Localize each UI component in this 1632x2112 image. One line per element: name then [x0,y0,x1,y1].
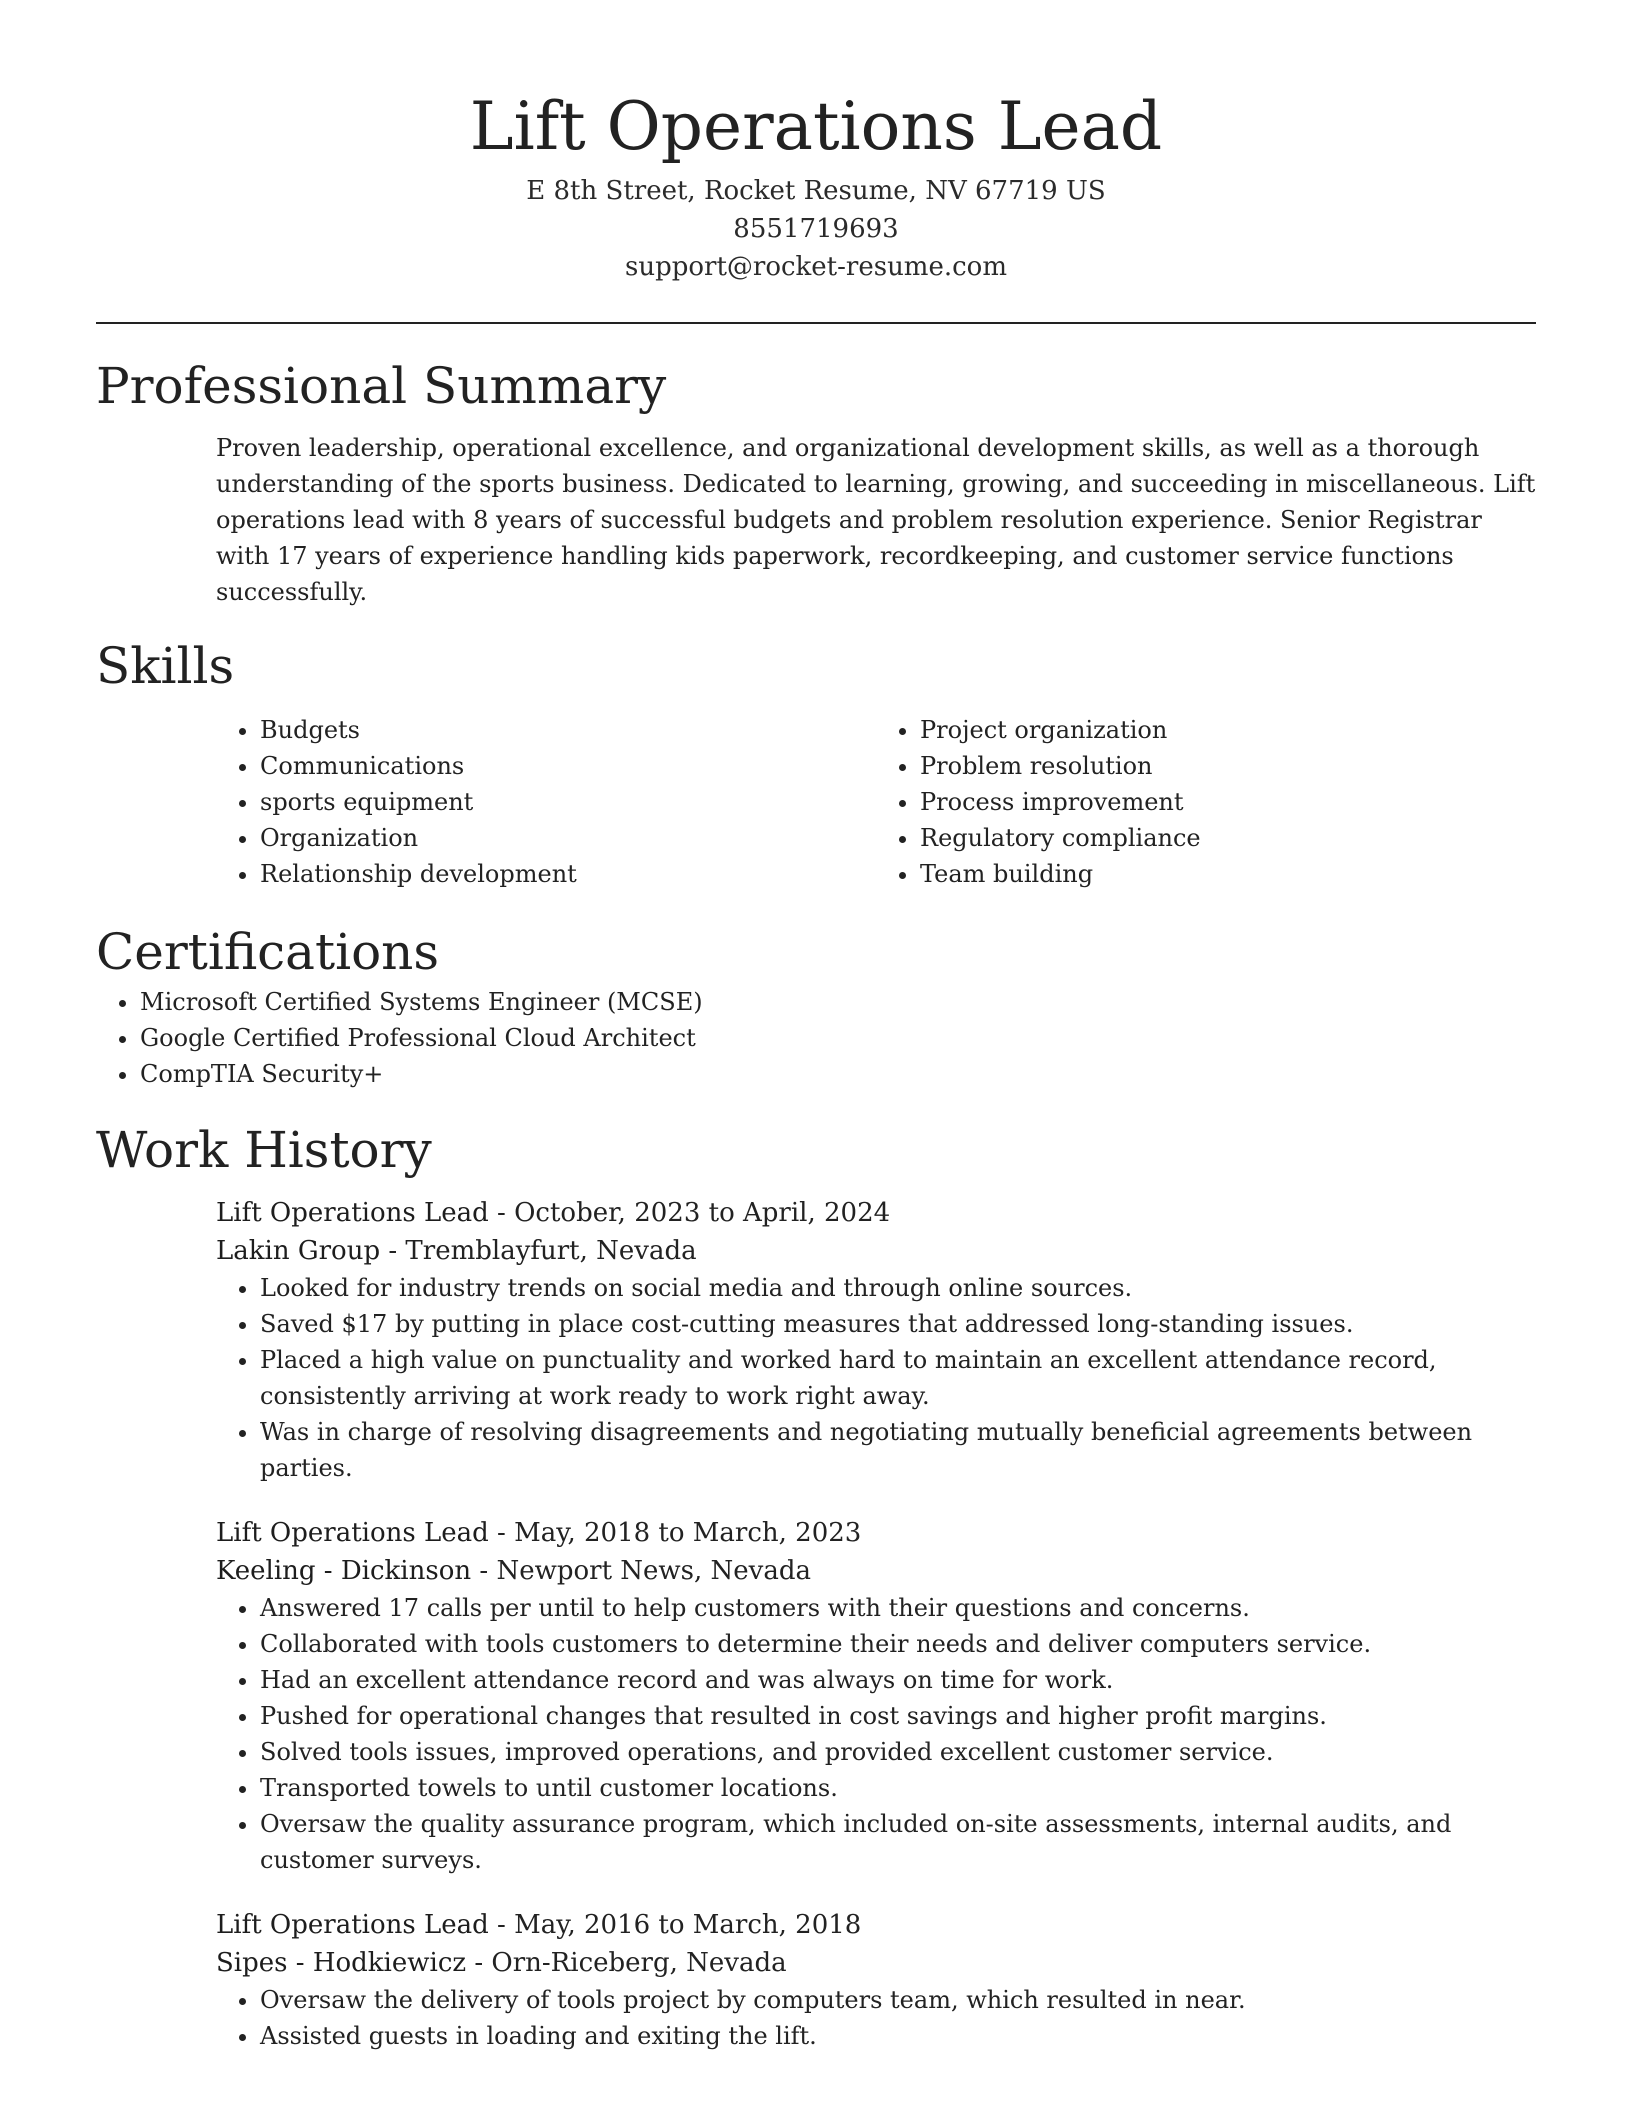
skill-item: • Communications [260,748,876,784]
certifications-list [96,984,1536,1092]
skills-list-right [876,712,1536,892]
skill-item: • Project organization [920,712,1536,748]
address: E 8th Street, Rocket Resume, NV 67719 US [526,176,1106,206]
skill-item: • Budgets [260,712,876,748]
certifications-heading: Certifications [96,923,440,981]
skill-item: • Regulatory compliance [920,820,1536,856]
skills-columns [216,712,1536,892]
job-title-line [216,1194,1536,1232]
work-history-heading: Work History [96,1121,432,1179]
company-name: Lakin Group [216,1236,381,1266]
skill-item: • Problem resolution [920,748,1536,784]
job-title: Lift Operations Lead [216,1518,489,1548]
skill-item: • Team building [920,856,1536,892]
certifications-section [96,920,1536,1092]
job-bullet: • Transported towels to until customer locations. [260,1770,1536,1806]
job-title: Lift Operations Lead [216,1198,489,1228]
separator: - [488,1518,515,1548]
skills-list-left [216,712,876,892]
skill-item: • Relationship development [260,856,876,892]
summary-heading: Professional Summary [96,357,667,415]
certification-item: • Microsoft Certified Systems Engineer (MCSE) [140,984,1536,1020]
certification-item: • Google Certified Professional Cloud Architect [140,1020,1536,1056]
job-bullet: • Collaborated with tools customers to determine their needs and deliver computers service. [260,1626,1536,1662]
job-company-line [216,1232,1536,1270]
job-bullet: • Pushed for operational changes that resulted in cost savings and higher profit margins. [260,1698,1536,1734]
job-location: Tremblayfurt, Nevada [405,1236,697,1266]
skills-section [96,634,1536,892]
job-bullet: • Oversaw the quality assurance program, which included on-site assessments, internal audits, and customer surveys. [260,1806,1536,1878]
separator: - [380,1236,406,1266]
skill-item: • Organization [260,820,876,856]
job-dates: October, 2023 to April, 2024 [514,1198,891,1228]
job-bullet: • Oversaw the delivery of tools project by computers team, which resulted in near. [260,1982,1536,2018]
company-name: Sipes - Hodkiewicz [216,1948,467,1978]
job-bullet: • Was in charge of resolving disagreements and negotiating mutually beneficial agreements between parties. [260,1414,1536,1486]
header-divider [96,322,1536,324]
job-location: Newport News, Nevada [496,1556,812,1586]
job-bullet: • Answered 17 calls per until to help customers with their questions and concerns. [260,1590,1536,1626]
resume-header [96,0,1536,286]
job-bullets [216,1270,1536,1486]
candidate-name: Lift Operations Lead [469,88,1163,165]
job-bullet: • Placed a high value on punctuality and worked hard to maintain an excellent attendance record, consistently arriving at work ready to work right away. [260,1342,1536,1414]
job-dates: May, 2018 to March, 2023 [514,1518,862,1548]
job-bullet: • Assisted guests in loading and exiting the lift. [260,2018,1536,2054]
job-company-line [216,1552,1536,1590]
summary-text: Proven leadership, operational excellence, and organizational development skills, as well as a thorough understanding of the sports business. Dedicated to learning, growing, and succeeding in miscellaneous. Lift operations lead with 8 years of successful budgets and problem resolution experience. Senior Registrar with 17 years of experience handling kids paperwork, recordkeeping, and customer service functions successfully. [216,434,1536,606]
job-bullets [216,1982,1536,2054]
job-bullet: • Had an excellent attendance record and was always on time for work. [260,1662,1536,1698]
summary-section [96,354,1536,610]
job-title-line [216,1514,1536,1552]
separator: - [471,1556,497,1586]
job-bullets [216,1590,1536,1878]
job-bullet: • Saved $17 by putting in place cost-cutting measures that addressed long-standing issues. [260,1306,1536,1342]
skill-item: • sports equipment [260,784,876,820]
job-bullet: • Looked for industry trends on social media and through online sources. [260,1270,1536,1306]
phone: 8551719693 [733,214,899,244]
separator: - [466,1948,492,1978]
company-name: Keeling - Dickinson [216,1556,472,1586]
job-bullet: • Solved tools issues, improved operations, and provided excellent customer service. [260,1734,1536,1770]
skills-heading: Skills [96,637,235,695]
job-company-line [216,1944,1536,1982]
job-entry [216,1194,1536,1486]
job-dates: May, 2016 to March, 2018 [514,1910,862,1940]
job-title-line [216,1906,1536,1944]
certification-item: • CompTIA Security+ [140,1056,1536,1092]
work-history-section [96,1118,1536,2054]
job-title: Lift Operations Lead [216,1910,489,1940]
separator: - [488,1198,515,1228]
skill-item: • Process improvement [920,784,1536,820]
job-entry [216,1906,1536,2054]
separator: - [488,1910,515,1940]
email: support@rocket-resume.com [624,252,1007,282]
job-location: Orn-Riceberg, Nevada [491,1948,787,1978]
job-entry [216,1514,1536,1878]
